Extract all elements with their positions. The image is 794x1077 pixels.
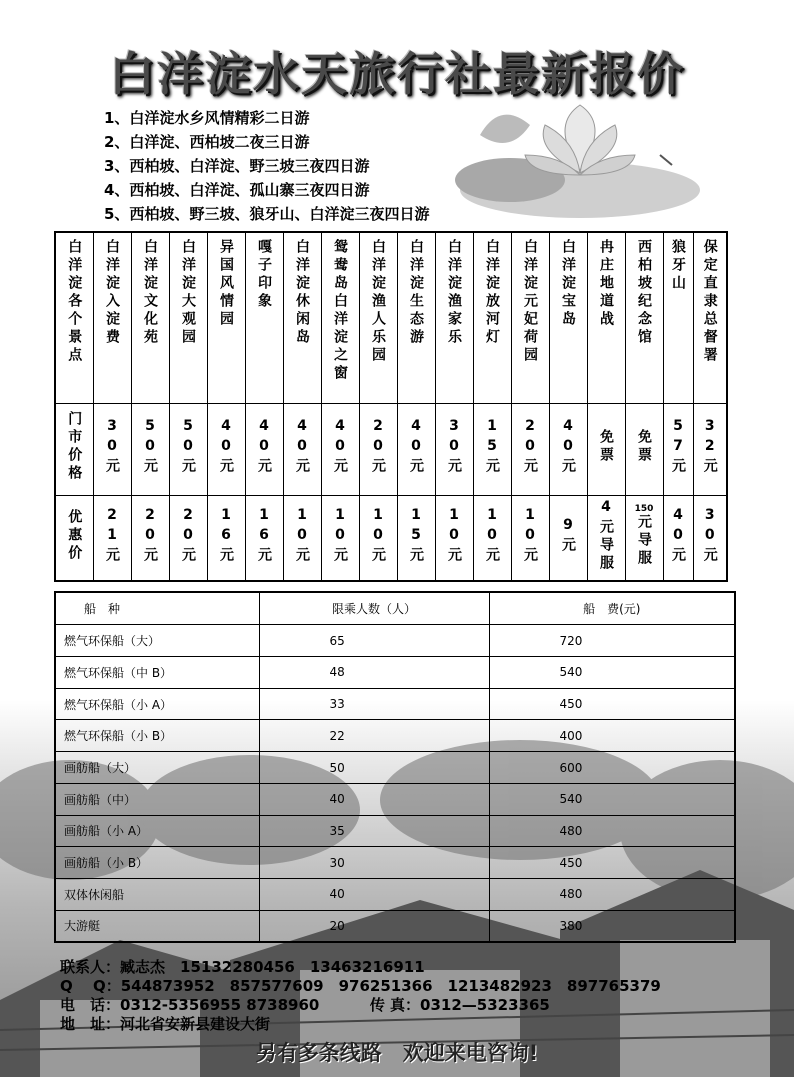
fee-cell: 540 <box>489 783 735 815</box>
discount-price-cell: 10元 <box>359 495 397 581</box>
boat-type-cell: 画舫船（中） <box>55 783 259 815</box>
contact-person: 联系人：臧志杰 15132280456 13463216911 <box>60 958 425 976</box>
fee-cell: 480 <box>489 879 735 911</box>
fee-cell: 600 <box>489 752 735 784</box>
market-price-cell: 30元 <box>93 403 131 495</box>
ticket-price-table <box>54 231 728 582</box>
fee-cell: 450 <box>489 847 735 879</box>
fee-cell: 480 <box>489 815 735 847</box>
table-row <box>55 720 735 752</box>
market-price-cell: 20元 <box>511 403 549 495</box>
table-row <box>55 910 735 942</box>
spot-name-cell: 西柏坡纪念馆 <box>625 232 663 403</box>
market-price-cell: 40元 <box>245 403 283 495</box>
route-item: 3、西柏坡、白洋淀、野三坡三夜四日游 <box>104 157 370 175</box>
column-header: 船 费(元) <box>489 592 735 625</box>
market-price-cell: 50元 <box>131 403 169 495</box>
discount-price-cell: 15元 <box>397 495 435 581</box>
spot-name-cell: 异国风情园 <box>207 232 245 403</box>
boat-type-cell: 燃气环保船（大） <box>55 625 259 657</box>
spot-name-cell: 白洋淀生态游 <box>397 232 435 403</box>
discount-price-cell: 16元 <box>245 495 283 581</box>
column-header: 限乘人数（人） <box>259 592 489 625</box>
market-price-cell: 50元 <box>169 403 207 495</box>
market-price-cell: 免票 <box>625 403 663 495</box>
table-row <box>55 847 735 879</box>
spot-name-cell: 白洋淀休闲岛 <box>283 232 321 403</box>
table-row <box>55 783 735 815</box>
fee-cell: 400 <box>489 720 735 752</box>
spot-name-cell: 白洋淀文化苑 <box>131 232 169 403</box>
route-item: 5、西柏坡、野三坡、狼牙山、白洋淀三夜四日游 <box>104 205 430 223</box>
market-price-cell: 40元 <box>549 403 587 495</box>
spot-name-cell: 狼牙山 <box>663 232 693 403</box>
capacity-cell: 33 <box>259 688 489 720</box>
route-item: 4、西柏坡、白洋淀、孤山寨三夜四日游 <box>104 181 370 199</box>
fee-cell: 540 <box>489 657 735 689</box>
capacity-cell: 48 <box>259 657 489 689</box>
boat-type-cell: 画舫船（大） <box>55 752 259 784</box>
discount-price-cell: 16元 <box>207 495 245 581</box>
market-price-row <box>55 403 727 495</box>
market-price-cell: 40元 <box>397 403 435 495</box>
discount-price-cell: 21元 <box>93 495 131 581</box>
contact-phone: 电 话：0312-5356955 8738960 传 真：0312—5323365 <box>60 996 550 1014</box>
capacity-cell: 50 <box>259 752 489 784</box>
discount-price-cell: 10元 <box>511 495 549 581</box>
contact-address: 地 址：河北省安新县建设大街 <box>60 1015 271 1033</box>
table-row <box>55 879 735 911</box>
spot-name-cell: 白洋淀入淀费 <box>93 232 131 403</box>
market-price-cell: 40元 <box>321 403 359 495</box>
boat-type-cell: 画舫船（小 B） <box>55 847 259 879</box>
table-row <box>55 688 735 720</box>
boat-type-cell: 燃气环保船（小 B） <box>55 720 259 752</box>
table-row <box>55 657 735 689</box>
spot-header-label: 白洋淀各个景点 <box>55 232 93 403</box>
discount-price-label: 优惠价 <box>55 495 93 581</box>
discount-price-cell: 40元 <box>663 495 693 581</box>
spot-name-cell: 嘎子印象 <box>245 232 283 403</box>
market-price-cell: 32元 <box>693 403 727 495</box>
spot-name-cell: 鸳鸯岛白洋淀之窗 <box>321 232 359 403</box>
route-item: 2、白洋淀、西柏坡二夜三日游 <box>104 133 310 151</box>
market-price-label: 门市价格 <box>55 403 93 495</box>
discount-price-cell: 10元 <box>283 495 321 581</box>
capacity-cell: 40 <box>259 783 489 815</box>
spot-name-cell: 白洋淀元妃荷园 <box>511 232 549 403</box>
route-item: 1、白洋淀水乡风情精彩二日游 <box>104 109 310 127</box>
discount-price-cell: 150 元导服 <box>625 495 663 581</box>
page-title: 白洋淀水天旅行社最新报价 <box>109 47 685 101</box>
route-list <box>104 106 429 226</box>
table-row <box>55 752 735 784</box>
market-price-cell: 40元 <box>207 403 245 495</box>
spot-name-cell: 白洋淀渔人乐园 <box>359 232 397 403</box>
boat-type-cell: 燃气环保船（小 A） <box>55 688 259 720</box>
spot-name-cell: 保定直隶总督署 <box>693 232 727 403</box>
market-price-cell: 15元 <box>473 403 511 495</box>
spot-name-row <box>55 232 727 403</box>
discount-price-cell: 20元 <box>131 495 169 581</box>
boat-type-cell: 双体休闲船 <box>55 879 259 911</box>
capacity-cell: 40 <box>259 879 489 911</box>
discount-price-row <box>55 495 727 581</box>
capacity-cell: 35 <box>259 815 489 847</box>
capacity-cell: 65 <box>259 625 489 657</box>
discount-price-cell: 10元 <box>321 495 359 581</box>
discount-price-cell: 10元 <box>473 495 511 581</box>
market-price-cell: 57元 <box>663 403 693 495</box>
boat-type-cell: 大游艇 <box>55 910 259 942</box>
fee-cell: 380 <box>489 910 735 942</box>
boat-type-cell: 画舫船（小 A） <box>55 815 259 847</box>
market-price-cell: 20元 <box>359 403 397 495</box>
capacity-cell: 20 <box>259 910 489 942</box>
spot-name-cell: 白洋淀宝岛 <box>549 232 587 403</box>
discount-price-cell: 30元 <box>693 495 727 581</box>
boat-type-cell: 燃气环保船（中 B） <box>55 657 259 689</box>
discount-price-cell: 9元 <box>549 495 587 581</box>
fee-cell: 720 <box>489 625 735 657</box>
discount-price-cell: 4元导服 <box>587 495 625 581</box>
contact-qq: Q Q：544873952 857577609 976251366 1213482923 897765379 <box>60 977 661 995</box>
spot-name-cell: 冉庄地道战 <box>587 232 625 403</box>
table-row <box>55 815 735 847</box>
table-row <box>55 625 735 657</box>
contact-info <box>60 958 661 1034</box>
lotus-illustration <box>450 95 700 225</box>
spot-name-cell: 白洋淀放河灯 <box>473 232 511 403</box>
boat-fee-table <box>54 591 736 943</box>
discount-price-cell: 10元 <box>435 495 473 581</box>
spot-name-cell: 白洋淀渔家乐 <box>435 232 473 403</box>
column-header: 船 种 <box>55 592 259 625</box>
discount-price-cell: 20元 <box>169 495 207 581</box>
fee-cell: 450 <box>489 688 735 720</box>
boat-table-header <box>55 592 735 625</box>
capacity-cell: 30 <box>259 847 489 879</box>
market-price-cell: 免票 <box>587 403 625 495</box>
market-price-cell: 40元 <box>283 403 321 495</box>
spot-name-cell: 白洋淀大观园 <box>169 232 207 403</box>
market-price-cell: 30元 <box>435 403 473 495</box>
capacity-cell: 22 <box>259 720 489 752</box>
footer-slogan: 另有多条线路 欢迎来电咨询! <box>255 1041 539 1065</box>
